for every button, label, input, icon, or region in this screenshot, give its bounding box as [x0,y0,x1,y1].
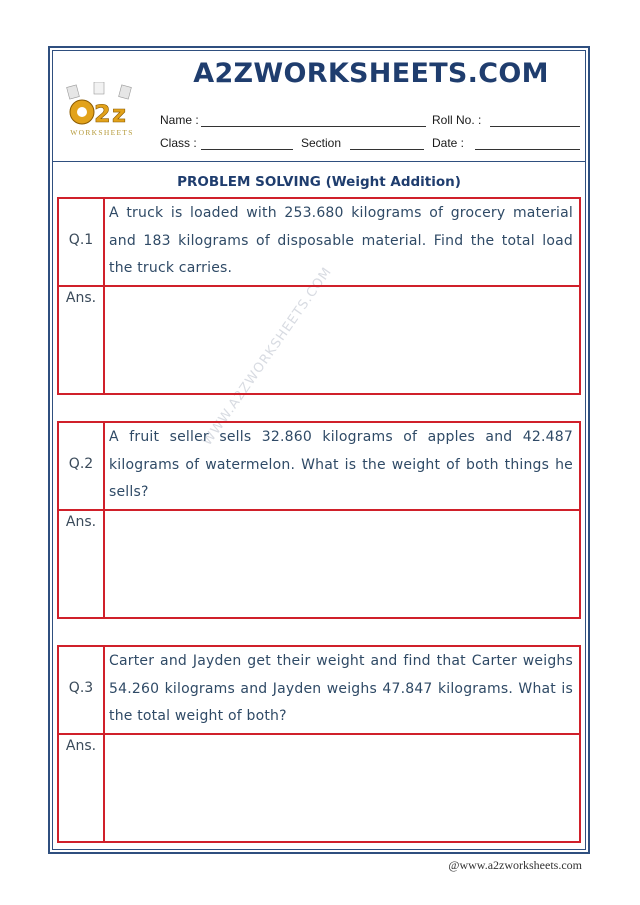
date-field[interactable] [475,149,580,150]
roll-field[interactable] [490,126,580,127]
logo-caption: WORKSHEETS [70,128,134,137]
question-text: Carter and Jayden get their weight and find that Carter weighs 54.260 kilograms and Jayden weighs 47.847 kilograms. What is the total weight of both? [109,653,573,724]
section-field[interactable] [350,149,424,150]
question-row [59,423,579,511]
class-field[interactable] [201,149,293,150]
answer-row[interactable] [59,733,579,841]
name-label: Name : [160,113,199,127]
roll-label: Roll No. : [432,113,482,127]
section-label: Section [301,136,342,150]
question-box-3 [57,645,581,843]
question-row [59,199,579,287]
name-field[interactable] [201,126,426,127]
question-text: A truck is loaded with 253.680 kilograms of grocery material and 183 kilograms of disposable material. Find the total load the truck carries. [109,205,573,276]
site-title: A2ZWORKSHEETS.COM [193,58,549,89]
svg-text:2: 2 [94,100,111,128]
watermark: WWW.A2ZWORKSHEETS.COM [200,264,336,449]
question-row [59,647,579,735]
question-number: Q.2 [68,456,94,472]
question-box-1 [57,197,581,395]
worksheet-subtitle: PROBLEM SOLVING (Weight Addition) [177,174,461,190]
svg-text:z: z [112,100,126,128]
answer-label: Ans. [65,738,97,754]
question-number: Q.3 [68,680,94,696]
answer-row[interactable] [59,285,579,393]
answer-label: Ans. [65,290,97,306]
question-text: A fruit seller sells 32.860 kilograms of apples and 42.487 kilograms of watermelon. What is the weight of both things he sells? [109,429,573,500]
answer-label: Ans. [65,514,97,530]
date-label: Date : [432,136,465,150]
footer-url: @www.a2zworksheets.com [448,858,582,872]
question-number: Q.1 [68,232,94,248]
question-box-2 [57,421,581,619]
class-label: Class : [160,136,197,150]
answer-row[interactable] [59,509,579,617]
